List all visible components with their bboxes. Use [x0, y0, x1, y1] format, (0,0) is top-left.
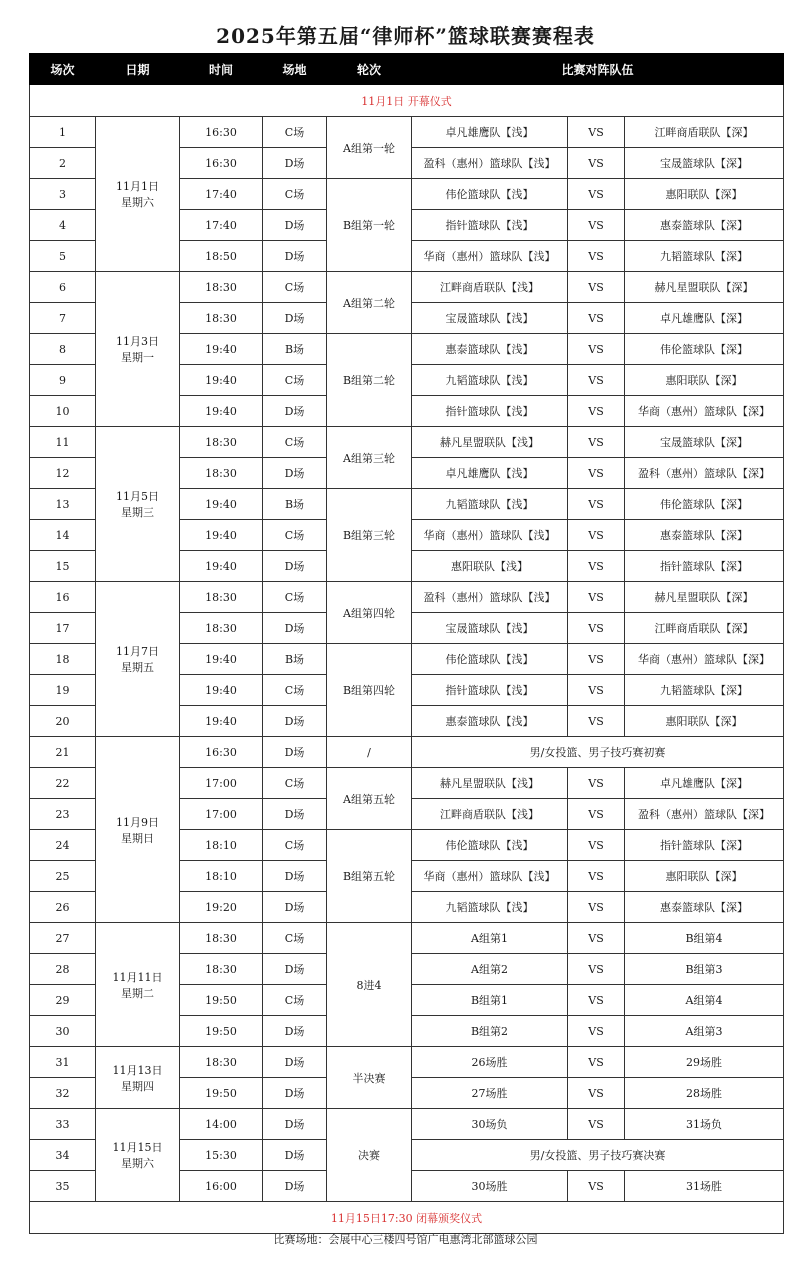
away-team: 惠阳联队【深】 — [625, 179, 784, 210]
away-team: 江畔商盾联队【深】 — [625, 117, 784, 148]
away-team: 宝晟篮球队【深】 — [625, 427, 784, 458]
match-number: 28 — [30, 954, 96, 985]
match-number: 33 — [30, 1109, 96, 1140]
date-text: 11月9日 — [116, 815, 159, 829]
match-venue: D场 — [263, 303, 327, 334]
away-team: 29场胜 — [625, 1047, 784, 1078]
away-team: 31场胜 — [625, 1171, 784, 1202]
match-number: 35 — [30, 1171, 96, 1202]
event-label: 男/女投篮、男子技巧赛决赛 — [412, 1140, 784, 1171]
header-time: 时间 — [180, 54, 263, 85]
home-team: 指针篮球队【浅】 — [412, 210, 568, 241]
date-cell — [96, 1047, 180, 1109]
vs-label: VS — [568, 1109, 625, 1140]
home-team: B组第1 — [412, 985, 568, 1016]
match-venue: D场 — [263, 1016, 327, 1047]
away-team: 惠阳联队【深】 — [625, 861, 784, 892]
match-number: 14 — [30, 520, 96, 551]
away-team: 惠泰篮球队【深】 — [625, 210, 784, 241]
match-number: 9 — [30, 365, 96, 396]
match-number: 26 — [30, 892, 96, 923]
date-cell — [96, 582, 180, 737]
match-number: 29 — [30, 985, 96, 1016]
home-team: A组第2 — [412, 954, 568, 985]
round-label: B组第三轮 — [327, 489, 412, 582]
vs-label: VS — [568, 861, 625, 892]
vs-label: VS — [568, 799, 625, 830]
closing-banner-text: 11月15日17:30 闭幕颁奖仪式 — [30, 1202, 784, 1234]
match-number: 16 — [30, 582, 96, 613]
home-team: 指针篮球队【浅】 — [412, 675, 568, 706]
match-time: 19:50 — [180, 1078, 263, 1109]
home-team: 九韬篮球队【浅】 — [412, 489, 568, 520]
match-time: 17:40 — [180, 210, 263, 241]
home-team: 卓凡雄鹰队【浅】 — [412, 458, 568, 489]
date-cell — [96, 737, 180, 923]
vs-label: VS — [568, 1171, 625, 1202]
round-label: B组第一轮 — [327, 179, 412, 272]
match-venue: C场 — [263, 520, 327, 551]
vs-label: VS — [568, 1078, 625, 1109]
match-number: 18 — [30, 644, 96, 675]
match-venue: D场 — [263, 799, 327, 830]
match-time: 18:10 — [180, 830, 263, 861]
match-venue: C场 — [263, 365, 327, 396]
round-label: 半决赛 — [327, 1047, 412, 1109]
match-number: 27 — [30, 923, 96, 954]
match-number: 22 — [30, 768, 96, 799]
away-team: 指针篮球队【深】 — [625, 551, 784, 582]
table-row — [30, 923, 784, 954]
weekday-text: 星期一 — [121, 351, 154, 364]
vs-label: VS — [568, 520, 625, 551]
match-number: 25 — [30, 861, 96, 892]
match-venue: D场 — [263, 1109, 327, 1140]
vs-label: VS — [568, 1047, 625, 1078]
match-number: 3 — [30, 179, 96, 210]
match-time: 18:30 — [180, 582, 263, 613]
home-team: 惠泰篮球队【浅】 — [412, 334, 568, 365]
round-label: 决赛 — [327, 1109, 412, 1202]
home-team: 卓凡雄鹰队【浅】 — [412, 117, 568, 148]
match-time: 19:20 — [180, 892, 263, 923]
round-label: B组第二轮 — [327, 334, 412, 427]
away-team: 伟伦篮球队【深】 — [625, 489, 784, 520]
match-venue: D场 — [263, 737, 327, 768]
vs-label: VS — [568, 427, 625, 458]
match-venue: D场 — [263, 241, 327, 272]
match-venue: D场 — [263, 1047, 327, 1078]
vs-label: VS — [568, 706, 625, 737]
round-label: A组第三轮 — [327, 427, 412, 489]
match-time: 18:30 — [180, 1047, 263, 1078]
weekday-text: 星期六 — [121, 1157, 154, 1170]
table-row — [30, 737, 784, 768]
match-venue: C场 — [263, 768, 327, 799]
home-team: 伟伦篮球队【浅】 — [412, 644, 568, 675]
match-time: 19:40 — [180, 520, 263, 551]
away-team: 惠泰篮球队【深】 — [625, 892, 784, 923]
match-venue: D场 — [263, 396, 327, 427]
round-label: B组第四轮 — [327, 644, 412, 737]
match-venue: D场 — [263, 954, 327, 985]
home-team: 30场胜 — [412, 1171, 568, 1202]
match-venue: D场 — [263, 1078, 327, 1109]
table-row — [30, 272, 784, 303]
vs-label: VS — [568, 768, 625, 799]
away-team: 惠阳联队【深】 — [625, 365, 784, 396]
table-row — [30, 1047, 784, 1078]
match-venue: C场 — [263, 582, 327, 613]
match-time: 17:40 — [180, 179, 263, 210]
away-team: A组第3 — [625, 1016, 784, 1047]
weekday-text: 星期二 — [121, 986, 154, 1000]
match-time: 18:30 — [180, 272, 263, 303]
match-time: 17:00 — [180, 768, 263, 799]
away-team: 宝晟篮球队【深】 — [625, 148, 784, 179]
match-number: 12 — [30, 458, 96, 489]
table-row — [30, 427, 784, 458]
match-venue: C场 — [263, 427, 327, 458]
date-cell — [96, 427, 180, 582]
match-number: 19 — [30, 675, 96, 706]
vs-label: VS — [568, 334, 625, 365]
match-number: 2 — [30, 148, 96, 179]
match-number: 31 — [30, 1047, 96, 1078]
vs-label: VS — [568, 985, 625, 1016]
match-time: 18:30 — [180, 954, 263, 985]
event-label: 男/女投篮、男子技巧赛初赛 — [412, 737, 784, 768]
away-team: 伟伦篮球队【深】 — [625, 334, 784, 365]
home-team: 伟伦篮球队【浅】 — [412, 830, 568, 861]
vs-label: VS — [568, 148, 625, 179]
home-team: 27场胜 — [412, 1078, 568, 1109]
away-team: A组第4 — [625, 985, 784, 1016]
away-team: 卓凡雄鹰队【深】 — [625, 768, 784, 799]
vs-label: VS — [568, 396, 625, 427]
away-team: 惠泰篮球队【深】 — [625, 520, 784, 551]
weekday-text: 星期五 — [121, 661, 154, 674]
opening-banner — [30, 85, 784, 117]
header-matchup: 比赛对阵队伍 — [412, 54, 784, 85]
date-text: 11月13日 — [112, 1063, 163, 1077]
home-team: 盈科（惠州）篮球队【浅】 — [412, 148, 568, 179]
match-time: 16:30 — [180, 148, 263, 179]
match-time: 19:40 — [180, 489, 263, 520]
match-venue: C场 — [263, 830, 327, 861]
match-time: 19:40 — [180, 365, 263, 396]
home-team: 华商（惠州）篮球队【浅】 — [412, 861, 568, 892]
match-number: 10 — [30, 396, 96, 427]
match-venue: D场 — [263, 861, 327, 892]
header-round: 轮次 — [327, 54, 412, 85]
match-time: 18:30 — [180, 303, 263, 334]
match-venue: B场 — [263, 334, 327, 365]
match-time: 16:30 — [180, 737, 263, 768]
match-time: 19:40 — [180, 551, 263, 582]
away-team: 28场胜 — [625, 1078, 784, 1109]
weekday-text: 星期四 — [121, 1079, 154, 1093]
match-venue: D场 — [263, 613, 327, 644]
match-number: 8 — [30, 334, 96, 365]
match-number: 21 — [30, 737, 96, 768]
away-team: B组第4 — [625, 923, 784, 954]
match-time: 18:30 — [180, 613, 263, 644]
away-team: 盈科（惠州）篮球队【深】 — [625, 458, 784, 489]
match-venue: D场 — [263, 706, 327, 737]
match-time: 19:40 — [180, 644, 263, 675]
date-text: 11月15日 — [112, 1141, 163, 1154]
home-team: 赫凡星盟联队【浅】 — [412, 427, 568, 458]
match-time: 18:50 — [180, 241, 263, 272]
vs-label: VS — [568, 241, 625, 272]
round-label: A组第二轮 — [327, 272, 412, 334]
match-venue: B场 — [263, 489, 327, 520]
away-team: B组第3 — [625, 954, 784, 985]
match-venue: C场 — [263, 179, 327, 210]
match-time: 19:40 — [180, 675, 263, 706]
date-text: 11月3日 — [116, 335, 159, 348]
match-number: 5 — [30, 241, 96, 272]
home-team: 惠阳联队【浅】 — [412, 551, 568, 582]
home-team: 宝晟篮球队【浅】 — [412, 303, 568, 334]
home-team: 惠泰篮球队【浅】 — [412, 706, 568, 737]
home-team: 30场负 — [412, 1109, 568, 1140]
match-number: 11 — [30, 427, 96, 458]
match-time: 19:40 — [180, 334, 263, 365]
vs-label: VS — [568, 892, 625, 923]
vs-label: VS — [568, 644, 625, 675]
away-team: 盈科（惠州）篮球队【深】 — [625, 799, 784, 830]
vs-label: VS — [568, 923, 625, 954]
match-number: 7 — [30, 303, 96, 334]
opening-banner-text: 11月1日 开幕仪式 — [30, 85, 784, 117]
home-team: 26场胜 — [412, 1047, 568, 1078]
vs-label: VS — [568, 675, 625, 706]
vs-label: VS — [568, 210, 625, 241]
away-team: 赫凡星盟联队【深】 — [625, 582, 784, 613]
round-label: A组第四轮 — [327, 582, 412, 644]
away-team: 赫凡星盟联队【深】 — [625, 272, 784, 303]
table-header-row — [30, 54, 784, 85]
match-time: 16:30 — [180, 117, 263, 148]
round-label: / — [327, 737, 412, 768]
match-number: 20 — [30, 706, 96, 737]
table-row — [30, 582, 784, 613]
match-time: 18:10 — [180, 861, 263, 892]
match-number: 13 — [30, 489, 96, 520]
match-venue: D场 — [263, 551, 327, 582]
match-venue: D场 — [263, 1171, 327, 1202]
vs-label: VS — [568, 489, 625, 520]
home-team: 宝晟篮球队【浅】 — [412, 613, 568, 644]
round-label: 8进4 — [327, 923, 412, 1047]
header-venue: 场地 — [263, 54, 327, 85]
vs-label: VS — [568, 365, 625, 396]
vs-label: VS — [568, 179, 625, 210]
match-venue: C场 — [263, 272, 327, 303]
away-team: 华商（惠州）篮球队【深】 — [625, 396, 784, 427]
home-team: B组第2 — [412, 1016, 568, 1047]
away-team: 九韬篮球队【深】 — [625, 241, 784, 272]
match-time: 19:50 — [180, 1016, 263, 1047]
vs-label: VS — [568, 954, 625, 985]
date-text: 11月7日 — [116, 645, 159, 658]
vs-label: VS — [568, 303, 625, 334]
header-date: 日期 — [96, 54, 180, 85]
schedule-table — [29, 53, 784, 1234]
weekday-text: 星期三 — [121, 506, 154, 519]
vs-label: VS — [568, 458, 625, 489]
table-row — [30, 117, 784, 148]
home-team: 赫凡星盟联队【浅】 — [412, 768, 568, 799]
home-team: 华商（惠州）篮球队【浅】 — [412, 241, 568, 272]
vs-label: VS — [568, 551, 625, 582]
match-number: 24 — [30, 830, 96, 861]
match-venue: C场 — [263, 985, 327, 1016]
page-title: 2025年第五届“律师杯”篮球联赛赛程表 — [216, 24, 595, 48]
round-label: B组第五轮 — [327, 830, 412, 923]
match-venue: B场 — [263, 644, 327, 675]
closing-banner — [30, 1202, 784, 1234]
match-venue: D场 — [263, 1140, 327, 1171]
home-team: 江畔商盾联队【浅】 — [412, 272, 568, 303]
date-cell — [96, 923, 180, 1047]
match-time: 16:00 — [180, 1171, 263, 1202]
vs-label: VS — [568, 582, 625, 613]
date-cell — [96, 1109, 180, 1202]
home-team: 指针篮球队【浅】 — [412, 396, 568, 427]
date-text: 11月5日 — [116, 490, 159, 503]
match-number: 6 — [30, 272, 96, 303]
match-venue: D场 — [263, 458, 327, 489]
schedule-body — [30, 85, 784, 1234]
away-team: 惠阳联队【深】 — [625, 706, 784, 737]
weekday-text: 星期六 — [121, 196, 154, 209]
match-time: 19:40 — [180, 396, 263, 427]
match-number: 32 — [30, 1078, 96, 1109]
date-cell — [96, 272, 180, 427]
header-match-no: 场次 — [30, 54, 96, 85]
date-text: 11月11日 — [112, 970, 163, 984]
match-number: 17 — [30, 613, 96, 644]
away-team: 指针篮球队【深】 — [625, 830, 784, 861]
match-venue: C场 — [263, 923, 327, 954]
match-venue: C场 — [263, 117, 327, 148]
match-venue: C场 — [263, 675, 327, 706]
home-team: 伟伦篮球队【浅】 — [412, 179, 568, 210]
match-time: 14:00 — [180, 1109, 263, 1140]
vs-label: VS — [568, 272, 625, 303]
home-team: A组第1 — [412, 923, 568, 954]
home-team: 盈科（惠州）篮球队【浅】 — [412, 582, 568, 613]
match-time: 17:00 — [180, 799, 263, 830]
match-number: 30 — [30, 1016, 96, 1047]
away-team: 卓凡雄鹰队【深】 — [625, 303, 784, 334]
weekday-text: 星期日 — [121, 831, 154, 845]
vs-label: VS — [568, 830, 625, 861]
away-team: 华商（惠州）篮球队【深】 — [625, 644, 784, 675]
away-team: 江畔商盾联队【深】 — [625, 613, 784, 644]
venue-footer: 比赛场地：会展中心三楼四号馆广电惠湾北部篮球公园 — [273, 1233, 538, 1246]
match-number: 15 — [30, 551, 96, 582]
vs-label: VS — [568, 117, 625, 148]
home-team: 江畔商盾联队【浅】 — [412, 799, 568, 830]
match-venue: D场 — [263, 892, 327, 923]
match-time: 18:30 — [180, 923, 263, 954]
home-team: 九韬篮球队【浅】 — [412, 892, 568, 923]
match-time: 18:30 — [180, 427, 263, 458]
vs-label: VS — [568, 1016, 625, 1047]
match-number: 1 — [30, 117, 96, 148]
date-text: 11月1日 — [116, 180, 159, 193]
table-row — [30, 1109, 784, 1140]
match-number: 23 — [30, 799, 96, 830]
match-time: 19:40 — [180, 706, 263, 737]
away-team: 九韬篮球队【深】 — [625, 675, 784, 706]
match-time: 19:50 — [180, 985, 263, 1016]
away-team: 31场负 — [625, 1109, 784, 1140]
home-team: 华商（惠州）篮球队【浅】 — [412, 520, 568, 551]
match-time: 15:30 — [180, 1140, 263, 1171]
match-number: 34 — [30, 1140, 96, 1171]
match-venue: D场 — [263, 148, 327, 179]
vs-label: VS — [568, 613, 625, 644]
match-venue: D场 — [263, 210, 327, 241]
round-label: A组第五轮 — [327, 768, 412, 830]
match-number: 4 — [30, 210, 96, 241]
match-time: 18:30 — [180, 458, 263, 489]
round-label: A组第一轮 — [327, 117, 412, 179]
home-team: 九韬篮球队【浅】 — [412, 365, 568, 396]
date-cell — [96, 117, 180, 272]
